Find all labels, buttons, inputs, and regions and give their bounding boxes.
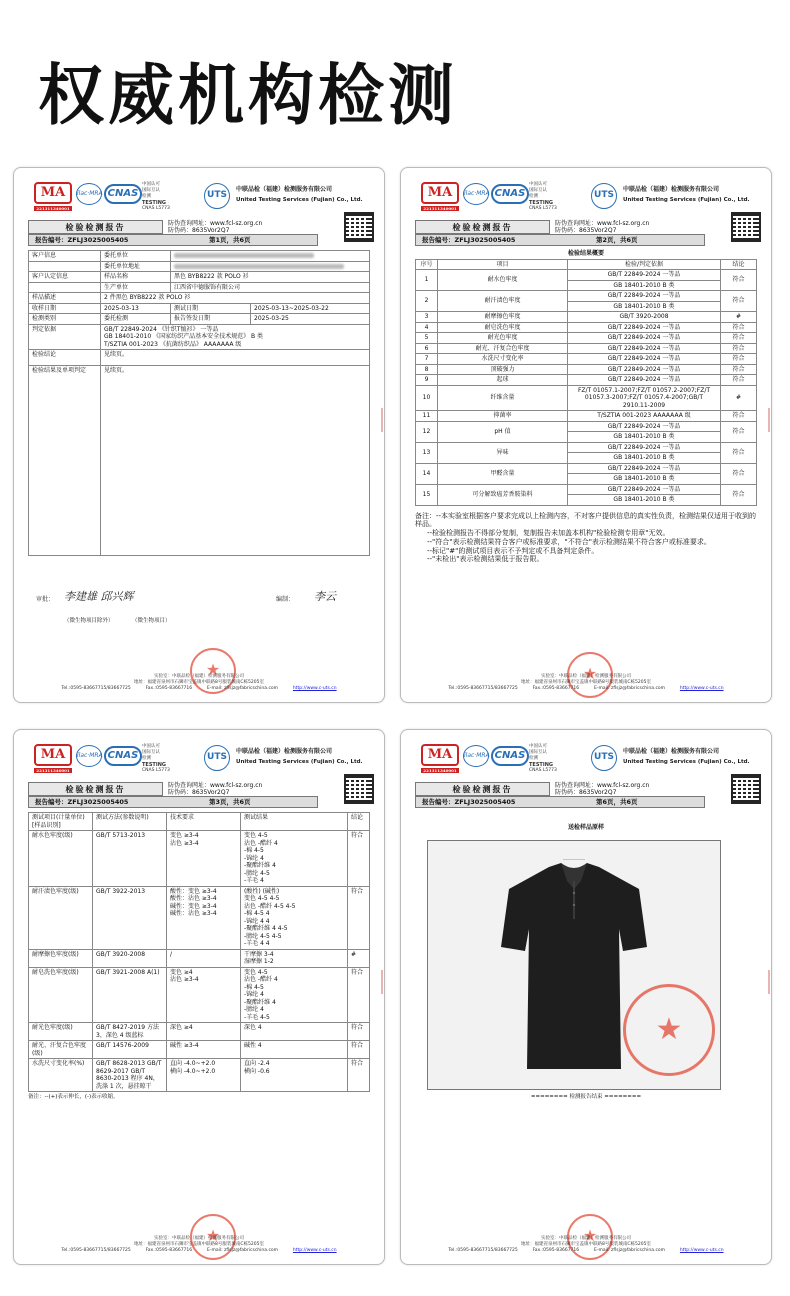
table-row: 12 pH 值 GB/T 22849-2024 一等品 符合 [416, 421, 757, 432]
qr-code [344, 212, 374, 242]
seam-stamp [381, 970, 385, 994]
table-row: 4 耐皂洗色牢度 GB/T 22849-2024 一等品 符合 [416, 322, 757, 333]
company-name: 中联品检（福建）检测服务有限公司 United Testing Services (Fujian) Co., Ltd. [623, 748, 750, 765]
official-stamp: ★ [567, 652, 613, 698]
ma-logo: MA 221311340001 [34, 744, 72, 766]
dept-note-2: （微生物项目） [132, 618, 171, 624]
table-row: 13 异味 GB/T 22849-2024 一等品 符合 [416, 442, 757, 453]
company-name: 中联品检（福建）检测服务有限公司 United Testing Services (Fujian) Co., Ltd. [236, 186, 363, 203]
table-row: 1 耐水色牢度 GB/T 22849-2024 一等品 符合 [416, 270, 757, 281]
report-number: 报告编号：ZFLJ3025005405 第6页，共6页 [415, 796, 705, 808]
approver-signature: 李建雄 邱兴辉 [64, 590, 134, 603]
table-row: 耐汗渍色牢度(级) GB/T 3922-2013 酸性：变色 ≥3-4 酸性：沾色 ≥3-4 碱性：变色 ≥3-4 碱性：沾色 ≥3-4 (酸性) (碱性) 变色 4-5 4-5 沾色 -醋纤 4-5 4-5 -棉 4-5 4 -锦纶 4 4 -聚酯纤维 4 4-5 -腈纶 4-5 4-5 -羊毛 4 4 符合 [29, 886, 370, 949]
cnas-logo: CNAS [491, 746, 529, 766]
summary-title: 检验结果概要 [567, 250, 604, 257]
table-row: 2 耐汗渍色牢度 GB/T 22849-2024 一等品 符合 [416, 291, 757, 302]
seam-stamp [768, 408, 772, 432]
table-row: 耐摩擦色牢度(级) GB/T 3920-2008 / 干摩擦 3-4 湿摩擦 1-2 # [29, 949, 370, 967]
cnas-logo: CNAS [491, 184, 529, 204]
verify-site: 防伪查询网址：www.fcl-sz.org.cn 防伪码：8635Vor2Q7 [168, 220, 263, 234]
ilac-logo: ilac·MRA [76, 183, 102, 205]
table-row: 水洗尺寸变化率(%) GB/T 8628-2013 GB/T 8629-2017 GB/T 8630-2013 程序 4N，洗涤 1 次，悬挂晾干 直向 -4.0~+2.0 横向 -4.0~+2.0 直向 -2.4 横向 -0.6 符合 [29, 1059, 370, 1092]
table-row: 6 耐光、汗复合色牢度 GB/T 22849-2024 一等品 符合 [416, 343, 757, 354]
report-title: 检验检测报告 [28, 782, 163, 796]
report-footer: 实验室：中联品检（福建）检测服务有限公司 地址：福建省泉州市石狮市宝盖镇中联路8号服装城南C栋5205室 Tel.:0595-83667715/83667725 Fax.:0595-83667716 E-mail: zflsjz@fabricschina.com http://www.c-uts.cn [61, 1236, 337, 1253]
table-row: 耐水色牢度(级) GB/T 5713-2013 变色 ≥3-4 沾色 ≥3-4 变色 4-5 沾色 -醋纤 4 -棉 4-5 -锦纶 4 -聚酯纤维 4 -腈纶 4-5 -羊毛 4 符合 [29, 831, 370, 887]
report-title-bar [415, 220, 705, 248]
cnas-meta: 中国认可 国际互认 检测 TESTING CNAS L5773 [529, 182, 557, 211]
report-page-2 [400, 167, 772, 703]
qr-code [731, 774, 761, 804]
report-title-bar [28, 220, 318, 248]
company-name: 中联品检（福建）检测服务有限公司 United Testing Services (Fujian) Co., Ltd. [623, 186, 750, 203]
report-page-6 [400, 729, 772, 1265]
report-number: 报告编号：ZFLJ3025005405 第3页，共6页 [28, 796, 318, 808]
report-title: 检验检测报告 [28, 220, 163, 234]
report-number: 报告编号：ZFLJ3025005405 第1页，共6页 [28, 234, 318, 246]
report-title: 检验检测报告 [415, 220, 550, 234]
report-number: 报告编号：ZFLJ3025005405 第2页，共6页 [415, 234, 705, 246]
redacted-text [174, 253, 314, 258]
table-row: GB 18401-2010 B 类 [416, 495, 757, 506]
approver-label: 审批： [36, 596, 55, 603]
table-row: 耐光色牢度(级) GB/T 8427-2019 方法3，深色 4 级蓝标 深色 ≥4 深色 4 符合 [29, 1023, 370, 1041]
table-row: GB 18401-2010 B 类 [416, 474, 757, 485]
redacted-text [174, 264, 344, 269]
summary-notes: 备注：--本实验室根据客户要求完成以上检测内容，不对客户提供信息的真实性负责，检测结果仅适用于收到的样品。 --检验检测报告不得部分复制，复制报告未加盖本机构"检验检测专用章"无效。 --"符合"表示检测结果符合客户或标准要求，"不符合"表示检测结果不符合客户或标准要求。 --标记"#"的测试项目表示不予判定或不具备判定条件。 --"未检出"表示检测结果低于报告限。 [415, 511, 757, 564]
table-row: GB 18401-2010 B 类 [416, 280, 757, 291]
table-row: 7 水洗尺寸变化率 GB/T 22849-2024 一等品 符合 [416, 354, 757, 365]
table-row: 耐皂洗色牢度(级) GB/T 3921-2008 A(1) 变色 ≥4 沾色 ≥3-4 变色 4-5 沾色 -醋纤 4 -棉 4-5 -锦纶 4 -聚酯纤维 4 -腈纶 4 -羊毛 4-5 符合 [29, 967, 370, 1023]
report-body [28, 812, 370, 1101]
verify-site: 防伪查询网址：www.fcl-sz.org.cn 防伪码：8635Vor2Q7 [555, 782, 650, 796]
verify-site: 防伪查询网址：www.fcl-sz.org.cn 防伪码：8635Vor2Q7 [555, 220, 650, 234]
sample-caption: 送检样品原样 [567, 824, 604, 831]
report-header [14, 744, 384, 782]
dept-note-1: （微生物项目除外） [64, 618, 114, 624]
report-header [14, 182, 384, 220]
table-row: GB 18401-2010 B 类 [416, 453, 757, 464]
table-row: 15 可分解致癌芳香胺染料 GB/T 22849-2024 一等品 符合 [416, 484, 757, 495]
ilac-logo: ilac·MRA [463, 183, 489, 205]
editor-label: 编制： [276, 596, 295, 603]
report-footer: 实验室：中联品检（福建）检测服务有限公司 地址：福建省泉州市石狮市宝盖镇中联路8号服装城南C栋5205室 Tel.:0595-83667715/83667725 Fax.:0595-83667716 E-mail: zflsjz@fabricschina.com http://www.c-uts.cn [448, 1236, 724, 1253]
cnas-meta: 中国认可 国际互认 检测 TESTING CNAS L5773 [529, 744, 557, 773]
official-stamp-large: ★ [623, 984, 715, 1076]
uts-logo: UTS [591, 183, 617, 209]
report-header [401, 182, 771, 220]
uts-logo: UTS [204, 183, 230, 209]
table-row: 耐光、汗复合色牢度(级) GB/T 14576-2009 碱性 ≥3-4 碱性 4 符合 [29, 1041, 370, 1059]
cnas-meta: 中国认可 国际互认 检测 TESTING CNAS L5773 [142, 182, 170, 211]
ma-logo: MA 221311340001 [421, 182, 459, 204]
client-info-table: 客户信息 委托单位 委托单位地址 客户认定信息 样品名称 黑色 BYB8222 款 POLO 衫 生产单位 江西省中德服饰有限公司 样品描述 2 件黑色 BYB8222 款 POLO 衫 收样日期 2025-03-13 测试日期 2025-03-13~2025-03-22 检测类别 委托检测 报告签发日期 2025-03-25 判定依据 GB/T 22849-2024 《针织T恤衫》 一等品 GB 18401-2010 《国家纺织产品基本安全技术规范》 B 类 T/SZTIA 001-2023 《抗菌纺织品》 AAAAAAA 级 检验结论 见续页。 检验结果及单项判定 见续页。 [28, 250, 370, 556]
results-table: 测试项目(计量单位)[样品识别] 测试方法(参数说明) 技术要求 测试结果 结论 耐水色牢度(级) GB/T 5713-2013 变色 ≥3-4 沾色 ≥3-4 变色 4-5 沾色 -醋纤 4 -棉 4-5 -锦纶 4 -聚酯纤维 4 -腈纶 4-5 -羊毛 4 符合 耐汗渍色牢度(级) GB/T 3922-2013 酸性：变色 ≥3-4 酸性：沾色 ≥3-4 碱性：变色 ≥3-4 碱性：沾色 ≥3-4 (酸性) (碱性) 变色 4-5 4-5 沾色 -醋纤 4-5 4-5 -棉 4-5 4 -锦纶 4 4 -聚酯纤维 4 4-5 -腈纶 4-5 4-5 -羊毛 4 4 符合 耐摩擦色牢度(级) GB/T 3920-2008 / 干摩擦 3-4 湿摩擦 1-2 # 耐皂洗色牢度(级) GB/T 3921-2008 A(1) 变色 ≥4 沾色 ≥3-4 变色 4-5 沾色 -醋纤 4 -棉 4-5 -锦纶 4 -聚酯纤维 4 -腈纶 4 -羊毛 4-5 符合 耐光色牢度(级) GB/T 8427-2019 方法3，深色 4 级蓝标 深色 ≥4 深色 4 符合 耐光、汗复合色牢度(级) GB/T 14576-2009 碱性 ≥3-4 碱性 4 符合 水洗尺寸变化率(%) GB/T 8628-2013 GB/T 8629-2017 GB/T 8630-2013 程序 4N，洗涤 1 次，悬挂晾干 直向 -4.0~+2.0 横向 -4.0~+2.0 直向 -2.4 横向 -0.6 符合 [28, 812, 370, 1092]
qr-code [731, 212, 761, 242]
report-body [415, 250, 757, 564]
table-row: 9 起球 GB/T 22849-2024 一等品 符合 [416, 375, 757, 386]
ma-logo: MA 221311340001 [34, 182, 72, 204]
report-title-bar [28, 782, 318, 810]
ilac-logo: ilac·MRA [76, 745, 102, 767]
table-row: 8 顶破强力 GB/T 22849-2024 一等品 符合 [416, 364, 757, 375]
report-title-bar [415, 782, 705, 810]
report-footer: 实验室：中联品检（福建）检测服务有限公司 地址：福建省泉州市石狮市宝盖镇中联路8号服装城南C栋5205室 Tel.:0595-83667715/83667725 Fax.:0595-83667716 E-mail: zflsjz@fabricschina.com http://www.c-uts.cn [448, 674, 724, 691]
uts-logo: UTS [204, 745, 230, 771]
cnas-logo: CNAS [104, 746, 142, 766]
table-row: 3 耐摩擦色牢度 GB/T 3920-2008 # [416, 312, 757, 323]
table-row: 11 抑菌率 T/SZTIA 001-2023 AAAAAAA 级 符合 [416, 411, 757, 422]
editor-signature: 李云 [314, 590, 336, 603]
official-stamp: ★ [190, 1214, 236, 1260]
report-title: 检验检测报告 [415, 782, 550, 796]
table-row: GB 18401-2010 B 类 [416, 432, 757, 443]
official-stamp: ★ [190, 648, 236, 694]
table-row: GB 18401-2010 B 类 [416, 301, 757, 312]
ilac-logo: ilac·MRA [463, 745, 489, 767]
cnas-meta: 中国认可 国际互认 检测 TESTING CNAS L5773 [142, 744, 170, 773]
summary-table: 序号 项目 检验/判定依据 结论 1 耐水色牢度 GB/T 22849-2024 一等品 符合 GB 18401-2010 B 类 2 耐汗渍色牢度 GB/T 22849-2024 一等品 符合 GB 18401-2010 B 类 3 耐摩擦色牢度 GB/T 3920-2008 # 4 耐皂洗色牢度 GB/T 22849-2024 一等品 符合 5 耐光色牢度 GB/T 22849-2024 一等品 符合 6 耐光、汗复合色牢度 GB/T 22849-2024 一等品 符合 7 水洗尺寸变化率 GB/T 22849-2024 一等品 符合 8 顶破强力 GB/T 22849-2024 一等品 符合 9 起球 GB/T 22849-2024 一等品 符合 10 纤维含量 FZ/T 01057.1-2007;FZ/T 01057.2-2007;FZ/T 01057.3-2007;FZ/T 01057.4-2007;GB/T 2910.11-2009 # 11 抑菌率 T/SZTIA 001-2023 AAAAAAA 级 符合 12 pH 值 GB/T 22849-2024 一等品 符合 GB 18401-2010 B 类 13 异味 GB/T 22849-2024 一等品 符合 GB 18401-2010 B 类 14 甲醛含量 GB/T 22849-2024 一等品 符合 GB 18401-2010 B 类 15 可分解致癌芳香胺染料 GB/T 22849-2024 一等品 符合 GB 18401-2010 B 类 [415, 259, 757, 506]
page-headline: 权威机构检测 [38, 57, 458, 134]
table-row: 14 甲醛含量 GB/T 22849-2024 一等品 符合 [416, 463, 757, 474]
report-end: ======== 检测报告结束 ======== [530, 1094, 642, 1100]
report-footer: 实验室：中联品检（福建）检测服务有限公司 地址：福建省泉州市石狮市宝盖镇中联路8号服装城南C栋5205室 Tel.:0595-83667715/83667725 Fax.:0595-83667716 E-mail: zflsjz@fabricschina.com http://www.c-uts.cn [61, 674, 337, 691]
results-note: 备注：--(+)表示伸长，(-)表示收缩。 [28, 1094, 119, 1100]
report-page-1 [13, 167, 385, 703]
company-name: 中联品检（福建）检测服务有限公司 United Testing Services (Fujian) Co., Ltd. [236, 748, 363, 765]
report-body [28, 250, 370, 556]
official-stamp: ★ [567, 1214, 613, 1260]
uts-logo: UTS [591, 745, 617, 771]
table-row: 5 耐光色牢度 GB/T 22849-2024 一等品 符合 [416, 333, 757, 344]
seam-stamp [381, 408, 385, 432]
report-header [401, 744, 771, 782]
seam-stamp [768, 970, 772, 994]
qr-code [344, 774, 374, 804]
verify-site: 防伪查询网址：www.fcl-sz.org.cn 防伪码：8635Vor2Q7 [168, 782, 263, 796]
cnas-logo: CNAS [104, 184, 142, 204]
report-page-3 [13, 729, 385, 1265]
ma-logo: MA 221311340001 [421, 744, 459, 766]
table-row: 10 纤维含量 FZ/T 01057.1-2007;FZ/T 01057.2-2007;FZ/T 01057.3-2007;FZ/T 01057.4-2007;GB/T 2910.11-2009 # [416, 385, 757, 411]
